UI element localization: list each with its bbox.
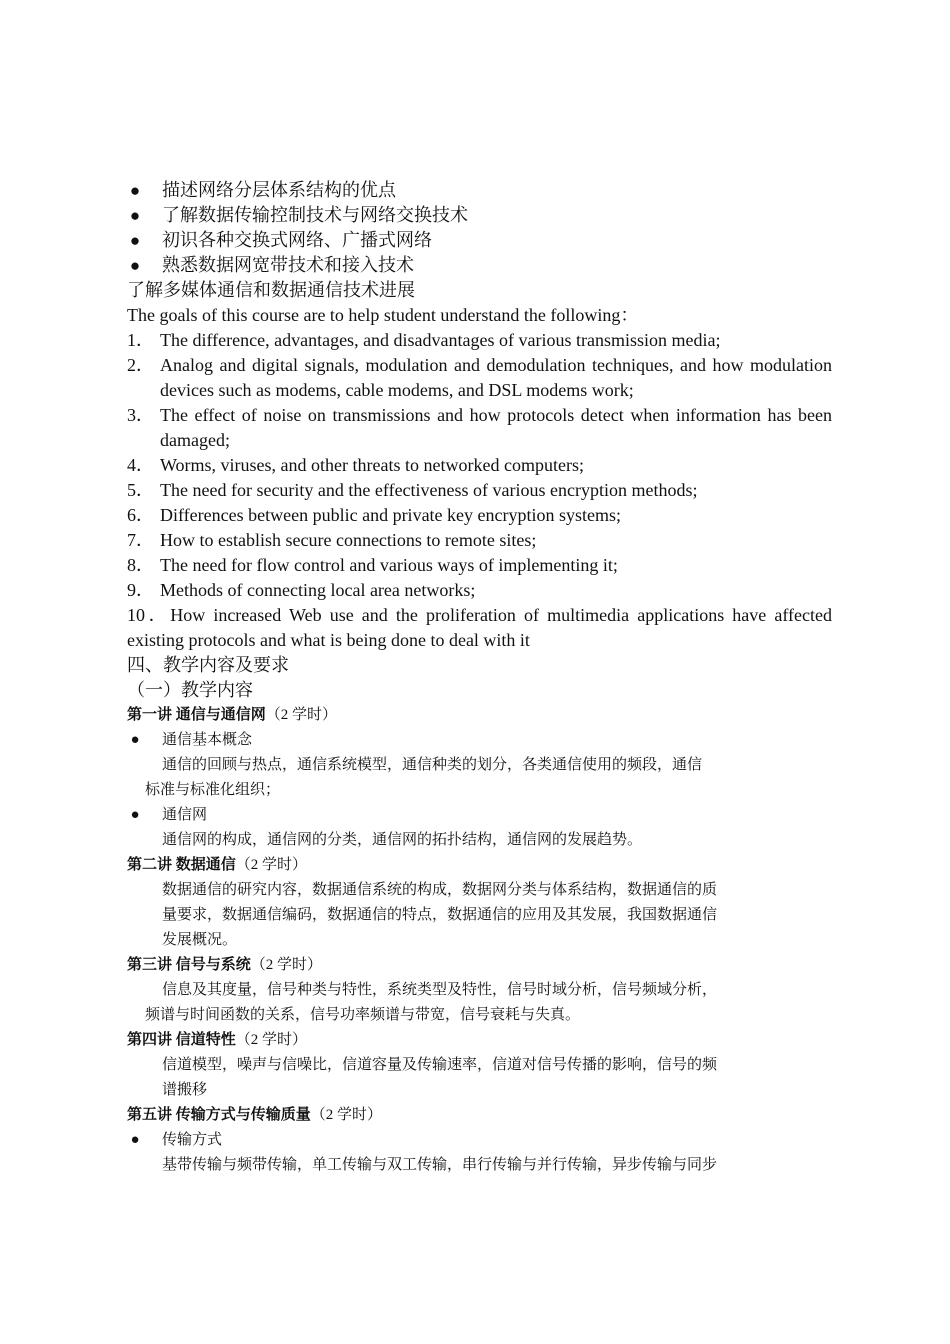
lecture-text: 通信网的构成，通信网的分类，通信网的拓扑结构，通信网的发展趋势。 [162,832,643,848]
lecture-text: 信道模型，噪声与信噪比，信道容量及传输速率，信道对信号传播的影响，信号的频 [162,1057,718,1073]
goal-number: 3． [127,405,154,425]
goal-item [127,478,832,503]
bullet-icon: ● [130,1132,140,1148]
goal-text: The difference, advantages, and disadvantages of various transmission media; [160,330,721,350]
bullet-icon: ● [130,732,140,748]
lecture-title: 第五讲 传输方式与传输质量 [127,1107,311,1123]
goal-text: The effect of noise on transmissions and how protocols detect when information has been damaged; [160,405,832,450]
goal-item [127,328,832,353]
lecture-hours: （2 学时） [235,857,308,873]
lecture-hours: （2 学时） [310,1107,383,1123]
goal-text: How increased Web use and the proliferation of multimedia applications have affected existing protocols and what is being done to deal with it [127,605,833,650]
lecture-title: 第二讲 数据通信 [127,857,236,873]
lecture-text: 标准与标准化组织； [145,782,281,798]
lecture-text: 信息及其度量，信号种类与特性，系统类型及特性，信号时域分析，信号频域分析， [162,982,718,998]
lecture-title: 第四讲 信道特性 [127,1032,236,1048]
goal-item [127,503,832,528]
lecture-hours: （2 学时） [235,1032,308,1048]
bullet-icon: ● [129,206,141,225]
goal-number: 9． [127,580,154,600]
goal-number: 1． [127,330,154,350]
lecture-text: 通信的回顾与热点，通信系统模型，通信种类的划分，各类通信使用的频段，通信 [162,757,703,773]
bullet-icon: ● [129,231,141,250]
goal-number: 5． [127,480,154,500]
intro-line: 了解多媒体通信和数据通信技术进展 [127,280,415,300]
goal-text: Differences between public and private key encryption systems; [160,505,622,525]
lecture-text: 基带传输与频带传输，单工传输与双工传输，串行传输与并行传输，异步传输与同步 [162,1157,718,1173]
list-item: ● 通信基本概念 [127,728,832,753]
lecture-text: 量要求，数据通信编码，数据通信的特点，数据通信的应用及其发展，我国数据通信 [162,907,718,923]
goal-text: Methods of connecting local area networks; [160,580,476,600]
lecture-title: 第一讲 通信与通信网 [127,707,266,723]
lecture-heading [127,953,832,978]
list-item: ● 传输方式 [127,1128,832,1153]
goal-item [127,403,832,453]
bullet-icon: ● [129,181,141,200]
goal-item [127,553,832,578]
section-title: 四、教学内容及要求 [127,655,289,675]
list-item: ● 熟悉数据网宽带技术和接入技术 [127,253,832,278]
lecture-hours: （2 学时） [250,957,323,973]
goals-intro: The goals of this course are to help student understand the following： [127,305,639,325]
goal-number: 2． [127,355,154,375]
bullet-icon: ● [129,256,141,275]
goal-item [127,353,832,403]
goal-item [127,453,832,478]
goal-text: How to establish secure connections to remote sites; [160,530,537,550]
lecture-text: 发展概况。 [162,932,238,948]
document-page [127,178,832,1178]
lecture-heading [127,703,832,728]
goal-text: Analog and digital signals, modulation and demodulation techniques, and how modulation devices such as modems, cable modems, and DSL modems work; [160,355,832,400]
lecture-text: 频谱与时间函数的关系，信号功率频谱与带宽，信号衰耗与失真。 [145,1007,581,1023]
lecture-text: 数据通信的研究内容，数据通信系统的构成，数据网分类与体系结构，数据通信的质 [162,882,718,898]
lecture-heading [127,1103,832,1128]
goal-number: 8． [127,555,154,575]
lecture-heading [127,1028,832,1053]
list-item: ● 通信网 [127,803,832,828]
goal-text: The need for security and the effectiveness of various encryption methods; [160,480,698,500]
goal-number: 10． [127,605,171,625]
goal-text: Worms, viruses, and other threats to networked computers; [160,455,584,475]
lecture-title: 第三讲 信号与系统 [127,957,251,973]
goal-item [127,528,832,553]
subsection-title: （一）教学内容 [127,680,253,700]
goal-number: 6． [127,505,154,525]
list-item: ● 了解数据传输控制技术与网络交换技术 [127,203,832,228]
lecture-text: 谱搬移 [162,1082,208,1098]
goal-item [127,603,832,653]
goal-number: 7． [127,530,154,550]
list-item: ● 初识各种交换式网络、广播式网络 [127,228,832,253]
bullet-icon: ● [130,807,140,823]
list-item: ● 描述网络分层体系结构的优点 [127,178,832,203]
goal-text: The need for flow control and various ways of implementing it; [160,555,618,575]
goal-number: 4． [127,455,154,475]
goal-item [127,578,832,603]
lecture-hours: （2 学时） [265,707,338,723]
lecture-heading [127,853,832,878]
